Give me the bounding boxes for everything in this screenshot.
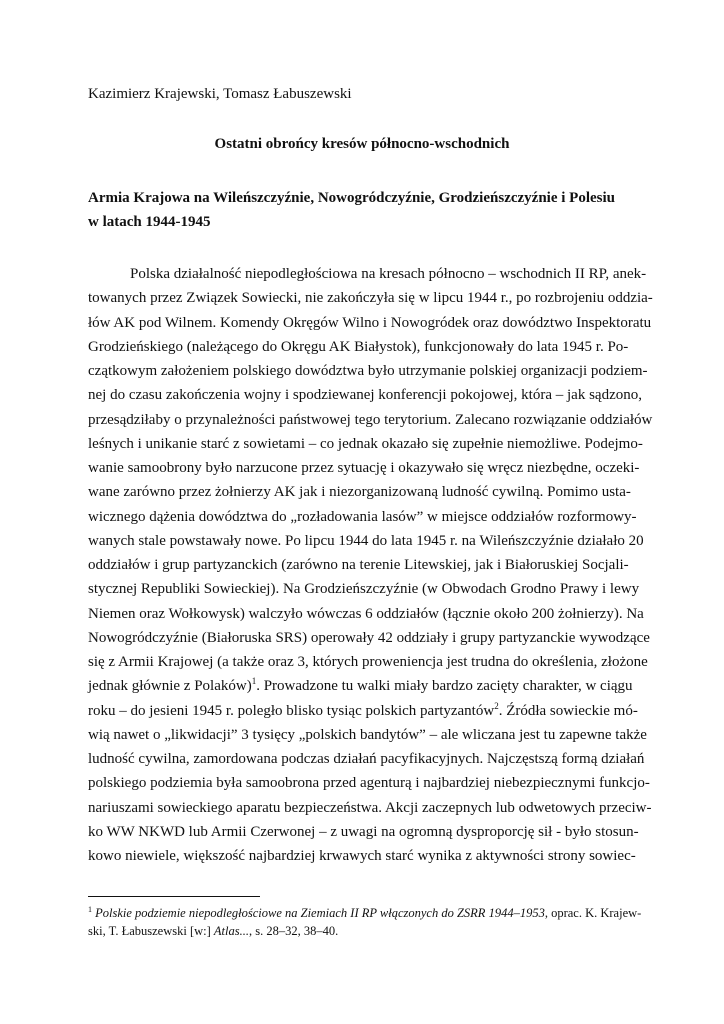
paragraph-line: polskiego podziemia była samoobrona przed agenturą i najbardziej niebezpiecznymi funkcjo- bbox=[88, 775, 650, 792]
body-paragraph bbox=[88, 262, 653, 868]
paragraph-line: przesądziłaby o przynależności państwowej tego terytorium. Zalecano rozwiązanie oddziałów bbox=[88, 411, 653, 428]
footnote-line bbox=[88, 904, 642, 922]
paragraph-line: leśnych i unikanie starć z sowietami – co jednak okazało się zupełnie niemożliwe. Podejmo- bbox=[88, 435, 643, 452]
footnote bbox=[88, 904, 642, 940]
paragraph-line: się z Armii Krajowej (a także oraz 3, których proweniencja jest trudna do określenia, złożone bbox=[88, 654, 648, 670]
paragraph-line: stycznej Republiki Sowieckiej). Na Grodzieńszczyźnie (w Obwodach Grodno Prawy i lewy bbox=[88, 581, 640, 598]
paragraph-line: czątkowym założeniem polskiego dowództwa było utrzymanie polskiej organizacji podziem- bbox=[88, 363, 648, 379]
paragraph-line: łów AK pod Wilnem. Komendy Okręgów Wilno i Nowogródek oraz dowództwo Inspektoratu bbox=[88, 314, 652, 331]
paragraph-line: wią nawet o „likwidacji” 3 tysięcy „polskich bandytów” – ale wliczana jest tu zapewne także bbox=[88, 726, 647, 743]
paragraph-line: Nowogródczyźnie (Białoruska SRS) operowały 42 oddziały i grupy partyzanckie wywodzące bbox=[88, 629, 650, 646]
footnote-text: ski, T. Łabuszewski [w:] bbox=[88, 924, 214, 938]
footnote-separator bbox=[88, 896, 260, 897]
paragraph-line bbox=[88, 699, 638, 723]
footnote-number: 1 bbox=[88, 904, 92, 914]
paragraph-line: nariuszami sowieckiego aparatu bezpieczeństwa. Akcji zaczepnych lub odwetowych przeciw- bbox=[88, 799, 652, 816]
line-text: roku – do jesieni 1945 r. poległo blisko tysiąc polskich partyzantów bbox=[88, 702, 495, 719]
paragraph-line: Niemen oraz Wołkowysk) walczyło wówczas 6 oddziałów (łącznie około 200 żołnierzy). Na bbox=[88, 605, 644, 622]
paragraph-line: wanie samoobrony było narzucone przez sytuację i okazywało się wręcz niezbędne, oczeki- bbox=[88, 460, 640, 476]
line-text: jednak głównie z Polaków) bbox=[88, 678, 252, 695]
footnote-atlas: Atlas... bbox=[213, 924, 249, 938]
paragraph-line: kowo niewiele, większość najbardziej krwawych starć wynika z aktywności strony sowiec- bbox=[88, 848, 636, 864]
paragraph-line bbox=[88, 674, 633, 698]
document-subtitle bbox=[88, 186, 615, 234]
footnote-mark[interactable]: 1 bbox=[251, 676, 257, 687]
paragraph-line: ko WW NKWD lub Armii Czerwonej – z uwagi na ogromną dysproporcję sił - było stosun- bbox=[88, 823, 639, 840]
footnote-title: Polskie podziemie niepodległościowe na Ziemiach II RP włączonych do ZSRR 1944–1953 bbox=[95, 906, 545, 920]
paragraph-line: wicznego dążenia dowództwa do „rozładowania lasów” w miejsce oddziałów rozformowy- bbox=[88, 508, 637, 525]
document-title: Ostatni obrońcy kresów północno-wschodnich bbox=[214, 136, 510, 152]
line-text: . Źródła sowieckie mó- bbox=[498, 702, 638, 719]
paragraph-line: towanych przez Związek Sowiecki, nie zakończyła się w lipcu 1944 r., po rozbrojeniu oddzia- bbox=[88, 290, 653, 307]
paragraph-line: wanych stale powstawały nowe. Po lipcu 1944 do lata 1945 r. na Wileńszczyźnie działało 20 bbox=[88, 532, 644, 549]
paragraph-line: Polska działalność niepodległościowa na kresach północno – wschodnich II RP, anek- bbox=[130, 266, 647, 282]
paragraph-line: Grodzieńskiego (należącego do Okręgu AK Białystok), funkcjonowały do lata 1945 r. Po- bbox=[88, 338, 629, 355]
line-text: . Prowadzone tu walki miały bardzo zacięty charakter, w ciągu bbox=[256, 678, 633, 695]
paragraph-line: nej do czasu zakończenia wojny i spodziewanej konferencji pokojowej, która – jak sądzono, bbox=[88, 387, 642, 404]
footnote-mark[interactable]: 2 bbox=[494, 700, 499, 711]
authors: Kazimierz Krajewski, Tomasz Łabuszewski bbox=[88, 86, 352, 102]
footnote-line bbox=[88, 922, 627, 940]
paragraph-line: oddziałów i grup partyzanckich (zarówno na terenie Litewskiej, jak i Białoruskiej Socjali- bbox=[88, 557, 629, 573]
paragraph-line: wane zarówno przez żołnierzy AK jak i niezorganizowaną ludność cywilną. Pomimo usta- bbox=[88, 484, 631, 501]
paragraph-line: ludność cywilna, zamordowana podczas działań pacyfikacyjnych. Najczęstszą formą działań bbox=[88, 751, 645, 767]
subtitle-line: w latach 1944-1945 bbox=[88, 214, 211, 230]
subtitle-line: Armia Krajowa na Wileńszczyźnie, Nowogródczyźnie, Grodzieńszczyźnie i Polesiu bbox=[88, 190, 615, 206]
footnote-text: , s. 28–32, 38–40. bbox=[248, 924, 339, 938]
footnote-text: , oprac. K. Krajew- bbox=[544, 906, 642, 920]
